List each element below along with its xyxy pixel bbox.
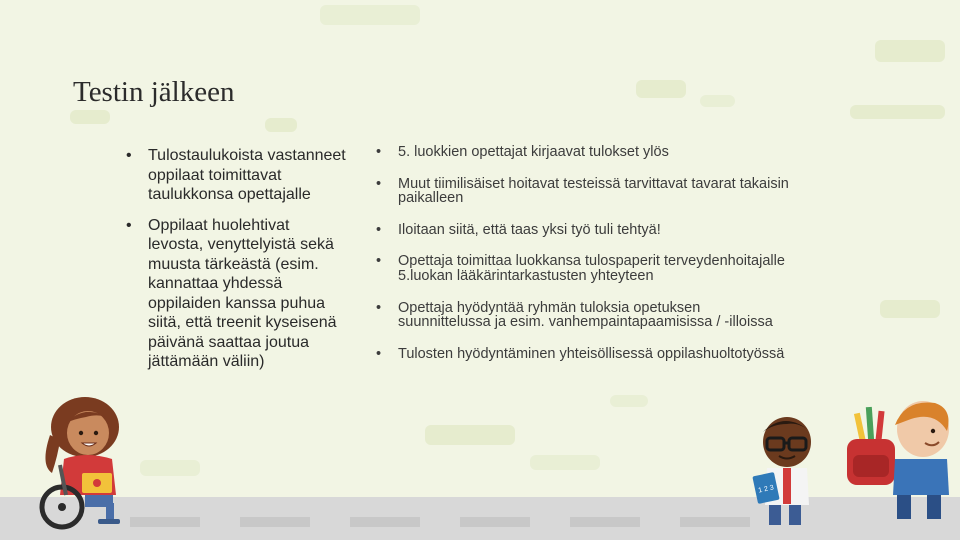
- chalk-smudge: [425, 425, 515, 445]
- bullet-item: • Oppilaat huolehtivat levosta, venyttelyistä sekä muusta tärkeästä (esim. kannattaa yhdessä oppilaiden kanssa puhua siitä, että treenit kyseisenä päivänä saattaa joutua jättämään väliin): [126, 216, 346, 372]
- ground-stripe: [350, 517, 420, 527]
- chalk-smudge: [320, 5, 420, 25]
- chalk-smudge: [610, 395, 648, 407]
- chalk-smudge: [850, 105, 945, 119]
- slide-title: Testin jälkeen: [73, 76, 235, 108]
- bullet-item: • 5. luokkien opettajat kirjaavat tulokset ylös: [376, 145, 796, 160]
- ground-stripe: [570, 517, 640, 527]
- bullet-item: • Muut tiimilisäiset hoitavat testeissä tarvittavat tavarat takaisin paikalleen: [376, 177, 796, 206]
- left-bullet-list: [126, 146, 346, 383]
- girl-wheelchair-illustration: [30, 395, 130, 530]
- boy-with-book-illustration: [745, 410, 825, 530]
- right-bullet-list: [376, 145, 796, 378]
- chalk-smudge: [875, 40, 945, 62]
- bullet-item: • Tulostaulukoista vastanneet oppilaat toimittavat taulukkonsa opettajalle: [126, 146, 346, 205]
- ground-stripe: [130, 517, 200, 527]
- chalk-smudge: [636, 80, 686, 98]
- ground-stripe: [240, 517, 310, 527]
- chalk-smudge: [700, 95, 735, 107]
- ground-stripe: [680, 517, 750, 527]
- girl-with-backpack-illustration: [835, 395, 960, 530]
- chalk-smudge: [140, 460, 200, 476]
- bullet-item: • Opettaja toimittaa luokkansa tulospaperit terveydenhoitajalle 5.luokan lääkärintarkastusten yhteyteen: [376, 254, 796, 283]
- bullet-item: • Tulosten hyödyntäminen yhteisöllisessä oppilashuoltotyössä: [376, 347, 796, 362]
- chalk-smudge: [265, 118, 297, 132]
- bullet-item: • Iloitaan siitä, että taas yksi työ tuli tehtyä!: [376, 223, 796, 238]
- bullet-item: • Opettaja hyödyntää ryhmän tuloksia opetuksen suunnittelussa ja esim. vanhempaintapaamisissa / -illoissa: [376, 301, 796, 330]
- ground-stripe: [460, 517, 530, 527]
- book-numbers: 1 2 3: [757, 484, 775, 495]
- chalk-smudge: [70, 110, 110, 124]
- chalk-smudge: [530, 455, 600, 470]
- chalk-smudge: [880, 300, 940, 318]
